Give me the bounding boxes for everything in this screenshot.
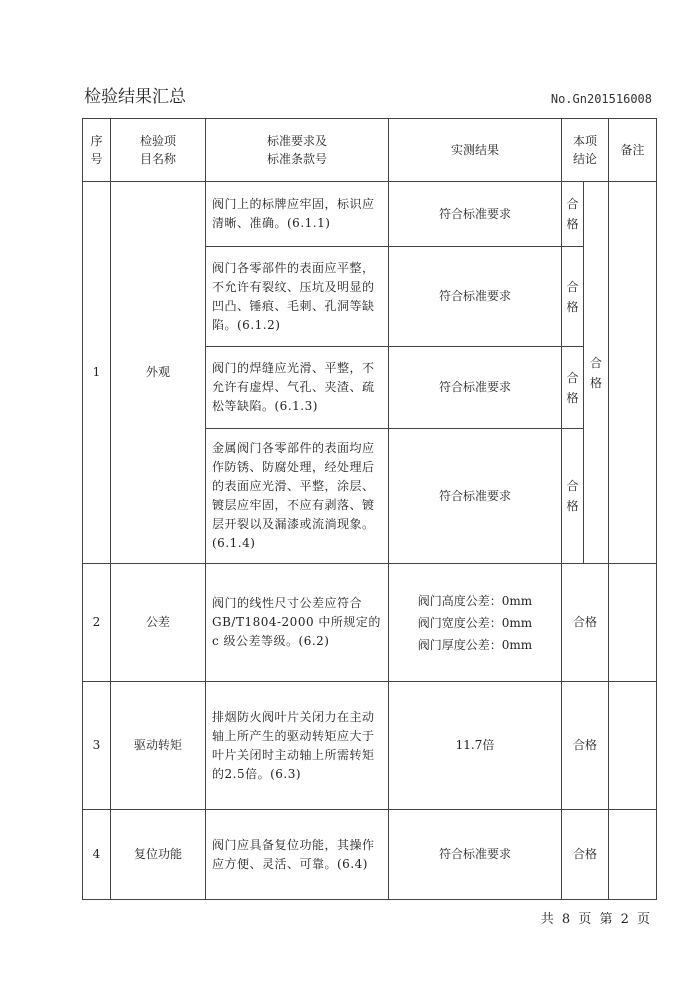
- row1-sub4-conclusion-text: 合格: [566, 479, 579, 513]
- header-conclusion-line1: 本项: [573, 134, 598, 148]
- row2-result-height: 阀门高度公差：0mm: [417, 593, 533, 608]
- table-header-row: [83, 119, 657, 182]
- row3-conclusion: 合格: [562, 682, 609, 810]
- row2-standard: 阀门的线性尺寸公差应符合GB/T1804-2000 中所规定的c 级公差等级。(6.2): [206, 564, 389, 682]
- row4-name: 复位功能: [111, 810, 206, 900]
- row1-sub4-result: 符合标准要求: [389, 429, 562, 564]
- row2-remark: [609, 564, 657, 682]
- header-standard-line1: 标准要求及: [266, 134, 327, 148]
- row2-result-width: 阀门宽度公差：0mm: [417, 615, 533, 630]
- row1-sub4-standard: 金属阀门各零部件的表面均应作防锈、防腐处理，经处理后的表面应光滑、平整，涂层、镀层应牢固，不应有剥落、镀层开裂以及漏漆或流淌现象。(6.1.4): [206, 429, 389, 564]
- row1-sub2-conclusion-text: 合格: [566, 279, 579, 314]
- header-result: 实测结果: [389, 119, 562, 182]
- row4-remark: [609, 810, 657, 900]
- row1-name: 外观: [111, 182, 206, 564]
- header-seq-line2: 号: [90, 152, 103, 166]
- row1-sub1-conclusion-text: 合格: [566, 197, 579, 231]
- header-conclusion: [562, 119, 609, 182]
- row3-result: 11.7倍: [389, 682, 562, 810]
- row2-name: 公差: [111, 564, 206, 682]
- row4-standard: 阀门应具备复位功能，其操作应方便、灵活、可靠。(6.4): [206, 810, 389, 900]
- header-conclusion-line2: 结论: [573, 152, 598, 166]
- row1-sub4-conclusion: [562, 429, 584, 564]
- row3-seq: 3: [83, 682, 111, 810]
- header-seq-line1: 序: [90, 134, 103, 148]
- row1-overall-conclusion-text: 合格: [589, 355, 602, 390]
- row2-result-lines: [418, 590, 532, 656]
- page-counter: 共 8 页 第 2 页: [540, 912, 650, 927]
- row3-remark: [609, 682, 657, 810]
- row1-sub1-result: 符合标准要求: [389, 182, 562, 247]
- row1-sub2-result: 符合标准要求: [389, 247, 562, 347]
- row1-sub1-conclusion: [562, 182, 584, 247]
- header-seq: [83, 119, 111, 182]
- row1-sub2-conclusion: [562, 247, 584, 347]
- row1-sub3-conclusion-text: 合格: [566, 370, 579, 405]
- row1-overall-conclusion: [584, 182, 609, 564]
- table-row: [83, 682, 657, 810]
- inspection-summary-table: [82, 118, 657, 900]
- row2-result-thickness: 阀门厚度公差：0mm: [417, 637, 533, 652]
- row1-sub3-standard: 阀门的焊缝应光滑、平整，不允许有虚焊、气孔、夹渣、疏松等缺陷。(6.1.3): [206, 347, 389, 429]
- table-row: [83, 564, 657, 682]
- row1-seq: 1: [83, 182, 111, 564]
- document-number: No.Gn201516008: [550, 92, 652, 106]
- header-remark: 备注: [609, 119, 657, 182]
- row1-sub3-conclusion: [562, 347, 584, 429]
- page-title: 检验结果汇总: [84, 87, 186, 107]
- header-item-line1: 检验项: [139, 134, 176, 148]
- row4-conclusion: 合格: [562, 810, 609, 900]
- header-standard: [206, 119, 389, 182]
- row1-sub2-standard: 阀门各零部件的表面应平整，不允许有裂纹、压坑及明显的凹凸、锤痕、毛刺、孔洞等缺陷。(6.1.2): [206, 247, 389, 347]
- row2-result: [389, 564, 562, 682]
- row4-result: 符合标准要求: [389, 810, 562, 900]
- row4-seq: 4: [83, 810, 111, 900]
- row1-sub3-result: 符合标准要求: [389, 347, 562, 429]
- row2-seq: 2: [83, 564, 111, 682]
- row1-sub1-standard: 阀门上的标牌应牢固，标识应清晰、准确。(6.1.1): [206, 182, 389, 247]
- row3-standard: 排烟防火阀叶片关闭力在主动轴上所产生的驱动转矩应大于叶片关闭时主动轴上所需转矩的2.5倍。(6.3): [206, 682, 389, 810]
- table-row: [83, 810, 657, 900]
- row2-conclusion: 合格: [562, 564, 609, 682]
- table-row: [83, 182, 657, 247]
- row3-name: 驱动转矩: [111, 682, 206, 810]
- row1-remark: [609, 182, 657, 564]
- header-item-line2: 目名称: [139, 152, 176, 166]
- header-item: [111, 119, 206, 182]
- header-standard-line2: 标准条款号: [266, 152, 327, 166]
